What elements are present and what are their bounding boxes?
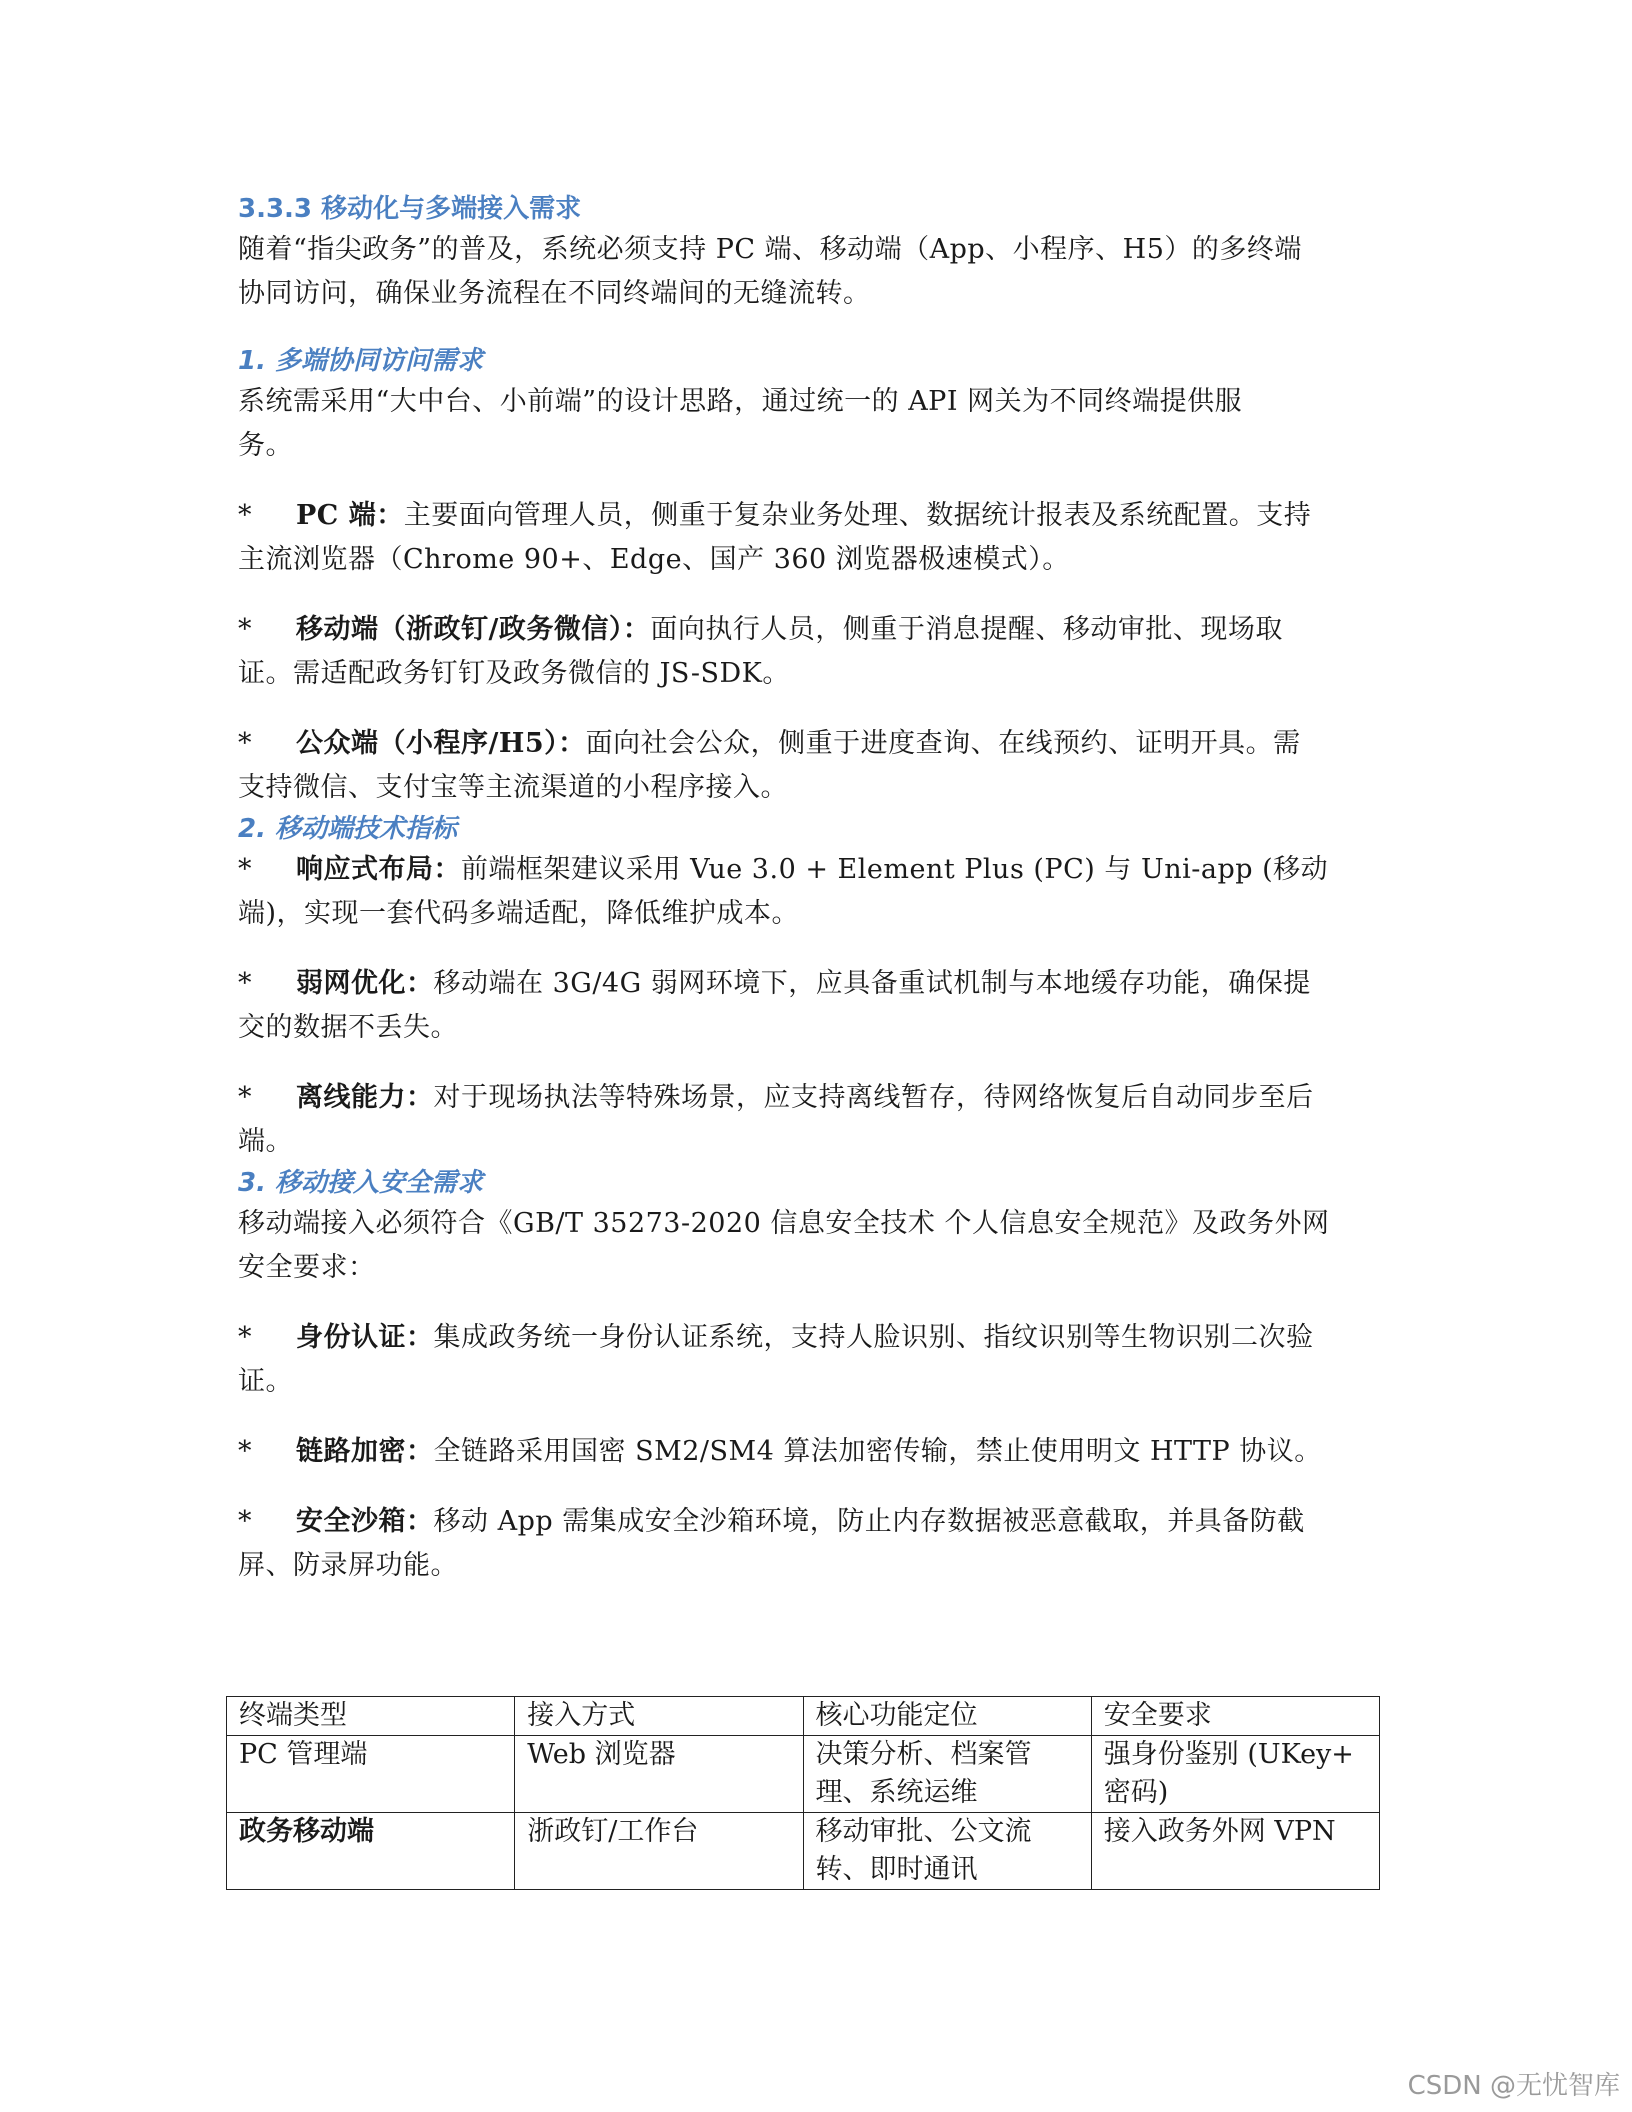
bullet-item [238, 494, 1386, 582]
section-heading: 3.3.3 移动化与多端接入需求 [238, 194, 582, 224]
table-cell-access: Web 浏览器 [515, 1736, 803, 1813]
sub1-intro-line-2: 务。 [238, 430, 293, 461]
bullet-text-cont: 支持微信、支付宝等主流渠道的小程序接入。 [238, 772, 788, 803]
bullet-item [238, 1316, 1386, 1404]
bullet-text: 主要面向管理人员，侧重于复杂业务处理、数据统计报表及系统配置。支持 [403, 500, 1312, 531]
bullet-label: PC 端： [296, 500, 404, 531]
bullet-item [238, 1430, 1386, 1474]
bullet-text: 全链路采用国密 SM2/SM4 算法加密传输，禁止使用明文 HTTP 协议。 [433, 1436, 1322, 1467]
cell-line: 强身份鉴别 (UKey+ [1103, 1739, 1354, 1770]
bullet-text-cont: 交的数据不丢失。 [238, 1012, 458, 1043]
bullet-item [238, 962, 1386, 1050]
cell-line: 接入政务外网 VPN [1103, 1816, 1336, 1847]
bullet-text: 面向执行人员，侧重于消息提醒、移动审批、现场取 [650, 614, 1283, 645]
bullet-star: * [238, 1436, 252, 1467]
section-intro-line-2: 协同访问，确保业务流程在不同终端间的无缝流转。 [238, 278, 871, 309]
section-intro-line-1: 随着“指尖政务”的普及，系统必须支持 PC 端、移动端（App、小程序、H5）的多终端 [238, 234, 1302, 265]
table-cell-function [803, 1736, 1091, 1813]
terminal-requirements-table [226, 1696, 1380, 1890]
bullet-star: * [238, 1506, 252, 1537]
cell-line: 决策分析、档案管 [815, 1739, 1032, 1770]
bullet-item [238, 848, 1386, 936]
bullet-text: 移动端在 3G/4G 弱网环境下，应具备重试机制与本地缓存功能，确保提 [433, 968, 1311, 999]
bullet-star: * [238, 614, 252, 645]
table-header-cell: 核心功能定位 [803, 1697, 1091, 1736]
bullet-text-cont: 主流浏览器（Chrome 90+、Edge、国产 360 浏览器极速模式）。 [238, 544, 1070, 575]
sub3-intro-line-1: 移动端接入必须符合《GB/T 35273-2020 信息安全技术 个人信息安全规范》及政务外网 [238, 1208, 1330, 1239]
bullet-label: 弱网优化： [296, 968, 434, 999]
bullet-label: 公众端（小程序/H5）： [296, 728, 586, 759]
watermark: CSDN @无忧智库 [1407, 2071, 1620, 2101]
table-row [227, 1736, 1380, 1813]
bullet-star: * [238, 500, 252, 531]
bullet-label: 移动端（浙政钉/政务微信）： [296, 614, 651, 645]
bullet-label: 安全沙箱： [296, 1506, 434, 1537]
table-cell-type: PC 管理端 [227, 1736, 515, 1813]
cell-line: 转、即时通讯 [815, 1854, 978, 1885]
bullet-text: 集成政务统一身份认证系统，支持人脸识别、指纹识别等生物识别二次验 [433, 1322, 1314, 1353]
bullet-star: * [238, 1082, 252, 1113]
table-cell-security [1091, 1813, 1379, 1890]
bullet-label: 身份认证： [296, 1322, 434, 1353]
cell-line: 移动审批、公文流 [815, 1816, 1032, 1847]
bullet-text: 对于现场执法等特殊场景，应支持离线暂存，待网络恢复后自动同步至后 [433, 1082, 1314, 1113]
bullet-text: 面向社会公众，侧重于进度查询、在线预约、证明开具。需 [585, 728, 1301, 759]
table-header-cell: 安全要求 [1091, 1697, 1379, 1736]
bullet-text-cont: 证。 [238, 1366, 293, 1397]
sub3-intro-line-2: 安全要求： [238, 1252, 376, 1283]
table-cell-security [1091, 1736, 1379, 1813]
sub2-heading: 2. 移动端技术指标 [238, 814, 458, 844]
document-body [238, 190, 1386, 1588]
bullet-star: * [238, 968, 252, 999]
bullet-text-cont: 证。需适配政务钉钉及政务微信的 JS-SDK。 [238, 658, 790, 689]
sub1-intro-line-1: 系统需采用“大中台、小前端”的设计思路，通过统一的 API 网关为不同终端提供服 [238, 386, 1243, 417]
table-cell-function [803, 1813, 1091, 1890]
bullet-label: 链路加密： [296, 1436, 434, 1467]
table-row [227, 1813, 1380, 1890]
bullet-star: * [238, 854, 252, 885]
sub1-heading: 1. 多端协同访问需求 [238, 346, 484, 376]
cell-line: 密码) [1103, 1777, 1169, 1808]
bullet-item [238, 1076, 1386, 1164]
bullet-label: 响应式布局： [296, 854, 461, 885]
bullet-text-cont: 端。 [238, 1126, 293, 1157]
bullet-item [238, 722, 1386, 810]
bullet-label: 离线能力： [296, 1082, 434, 1113]
sub3-heading: 3. 移动接入安全需求 [238, 1168, 484, 1198]
bullet-item [238, 1500, 1386, 1588]
cell-line: 理、系统运维 [815, 1777, 978, 1808]
table-header-cell: 接入方式 [515, 1697, 803, 1736]
table-cell-type: 政务移动端 [227, 1813, 515, 1890]
bullet-text: 前端框架建议采用 Vue 3.0 + Element Plus (PC) 与 Uni-app (移动 [461, 854, 1329, 885]
table-header-row [227, 1697, 1380, 1736]
table-cell-access: 浙政钉/工作台 [515, 1813, 803, 1890]
bullet-item [238, 608, 1386, 696]
bullet-text-cont: 端)，实现一套代码多端适配，降低维护成本。 [238, 898, 800, 929]
bullet-text: 移动 App 需集成安全沙箱环境，防止内存数据被恶意截取，并具备防截 [433, 1506, 1305, 1537]
table-header-cell: 终端类型 [227, 1697, 515, 1736]
bullet-star: * [238, 1322, 252, 1353]
bullet-text-cont: 屏、防录屏功能。 [238, 1550, 458, 1581]
bullet-star: * [238, 728, 252, 759]
